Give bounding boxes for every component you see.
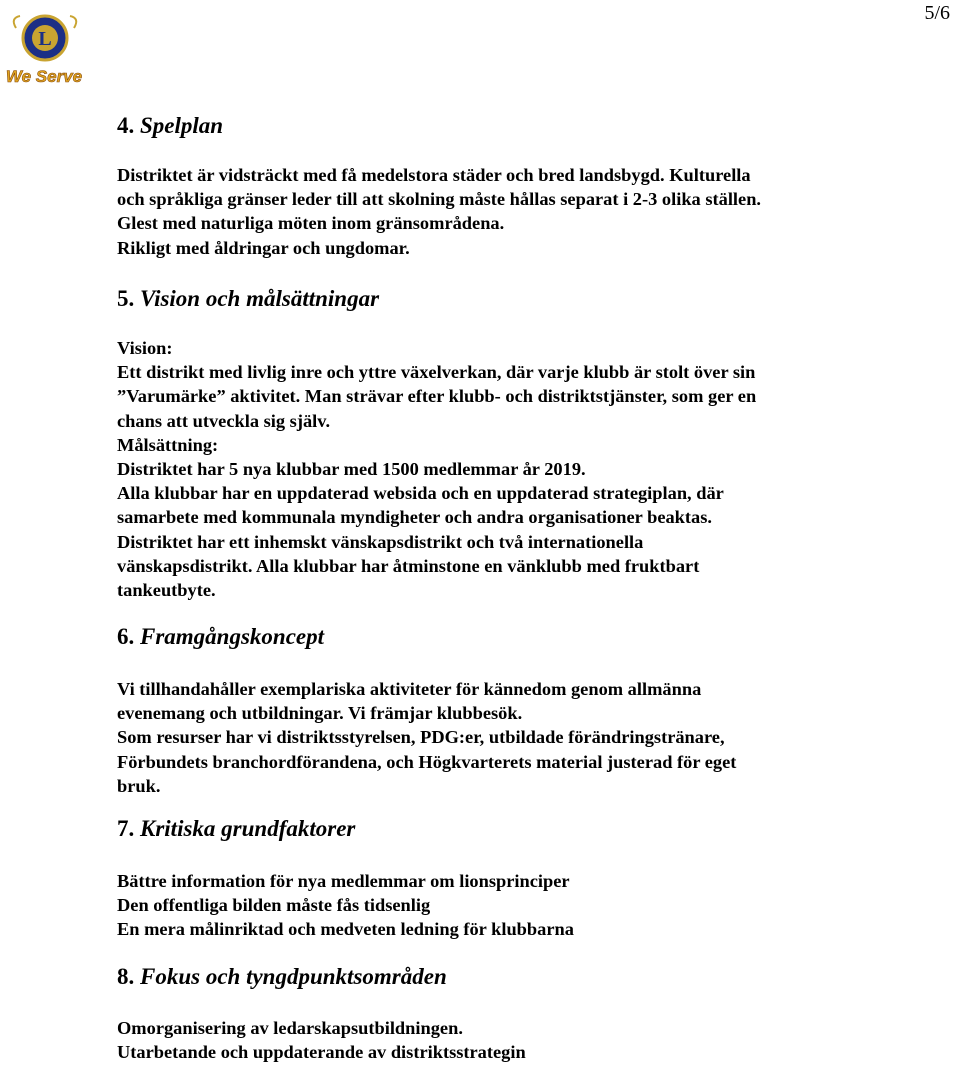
text-line: Distriktet har 5 nya klubbar med 1500 medlemmar år 2019. xyxy=(117,459,586,480)
section-title: Spelplan xyxy=(140,113,224,138)
section-number: 7. xyxy=(117,816,135,841)
section-7-text xyxy=(117,869,574,942)
text-line: Distriktet är vidsträckt med få medelstora städer och bred landsbygd. Kulturella xyxy=(117,165,751,185)
text-line: bruk. xyxy=(117,775,161,796)
text-line: vänskapsdistrikt. Alla klubbar har åtminstone en vänklubb med fruktbart xyxy=(117,555,700,576)
text-line: En mera målinriktad och medveten ledning för klubbarna xyxy=(117,919,574,940)
section-number: 5. xyxy=(117,286,135,311)
text-line: ”Varumärke” aktivitet. Man strävar efter klubb- och distriktstjänster, som ger en xyxy=(117,386,757,407)
text-line: Distriktet har ett inhemskt vänskapsdistrikt och två internationella xyxy=(117,531,644,552)
section-8-text xyxy=(117,1016,526,1064)
logo-tagline: We Serve xyxy=(6,67,83,86)
text-line: och språkliga gränser leder till att skolning måste hållas separat i 2-3 olika ställen. xyxy=(117,189,762,210)
section-4-text xyxy=(117,163,761,260)
text-line: chans att utveckla sig själv. xyxy=(117,410,331,431)
page-number: 5/6 xyxy=(924,2,950,24)
text-line: Utarbetande och uppdaterande av distriktsstrategin xyxy=(117,1042,526,1063)
section-title: Fokus och tyngdpunktsområden xyxy=(140,964,447,989)
section-4-heading xyxy=(117,113,223,139)
text-line: Glest med naturliga möten inom gränsområdena. xyxy=(117,213,505,234)
section-title: Framgångskoncept xyxy=(140,624,325,649)
section-5-heading xyxy=(117,286,379,312)
section-title: Kritiska grundfaktorer xyxy=(140,816,356,841)
text-line: Omorganisering av ledarskapsutbildningen. xyxy=(117,1018,463,1038)
section-6-heading xyxy=(117,624,324,650)
section-8-heading xyxy=(117,964,447,990)
text-line: Den offentliga bilden måste fås tidsenlig xyxy=(117,895,431,916)
text-line: Målsättning: xyxy=(117,434,219,455)
text-line: samarbete med kommunala myndigheter och andra organisationer beaktas. xyxy=(117,507,712,528)
text-line: Vision: xyxy=(117,338,173,358)
section-6-text xyxy=(117,677,736,798)
lions-logo xyxy=(6,14,84,88)
text-line: Vi tillhandahåller exemplariska aktiviteter för kännedom genom allmänna xyxy=(117,679,702,699)
section-number: 8. xyxy=(117,964,135,989)
text-line: Bättre information för nya medlemmar om lionsprinciper xyxy=(117,871,570,891)
text-line: Rikligt med åldringar och ungdomar. xyxy=(117,237,410,258)
section-number: 6. xyxy=(117,624,135,649)
text-line: Förbundets branchordförandena, och Högkvarterets material justerad för eget xyxy=(117,751,737,772)
logo-letter: L xyxy=(38,28,52,50)
text-line: evenemang och utbildningar. Vi främjar klubbesök. xyxy=(117,703,523,724)
section-number: 4. xyxy=(117,113,135,138)
text-line: Ett distrikt med livlig inre och yttre växelverkan, där varje klubb är stolt över sin xyxy=(117,362,756,383)
section-7-heading xyxy=(117,816,355,842)
text-line: tankeutbyte. xyxy=(117,580,216,601)
text-line: Alla klubbar har en uppdaterad websida och en uppdaterad strategiplan, där xyxy=(117,483,724,504)
text-line: Som resurser har vi distriktsstyrelsen, PDG:er, utbildade förändringstränare, xyxy=(117,727,725,748)
section-title: Vision och målsättningar xyxy=(140,286,380,311)
section-5-text xyxy=(117,336,756,602)
